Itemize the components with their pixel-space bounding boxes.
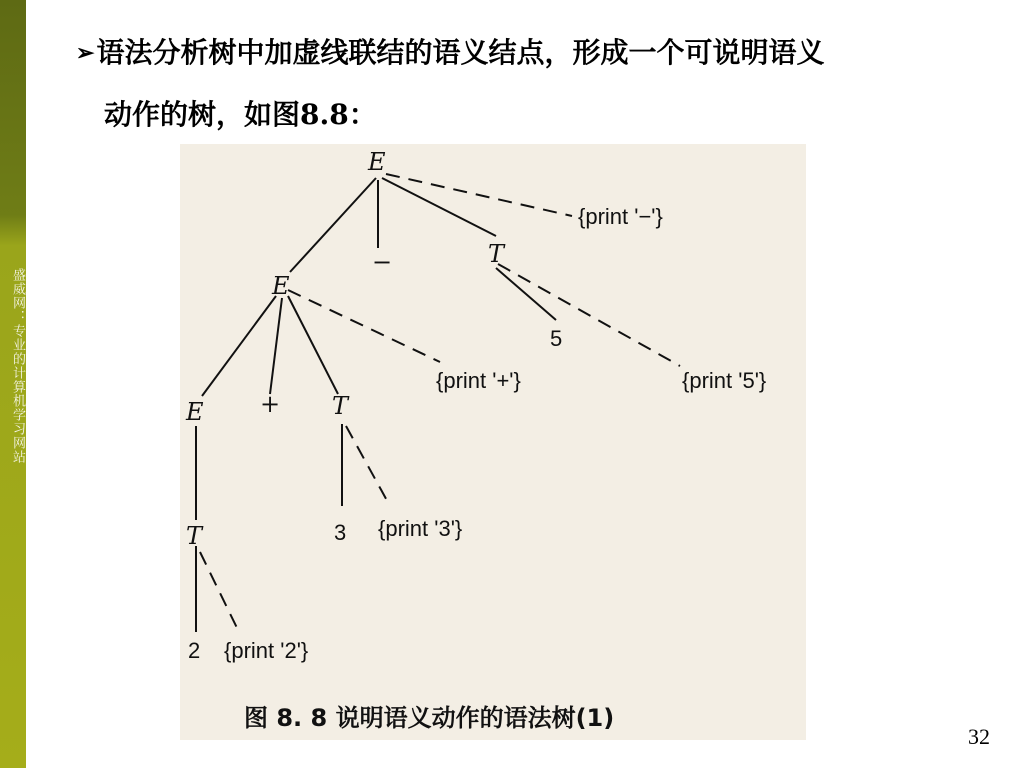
node-print-plus: {print '+'} [436,368,521,393]
bullet-line-1 [76,30,1006,76]
node-plus: + [260,390,281,418]
node-E-root: E [368,148,386,176]
node-5: 5 [550,326,563,351]
figure-caption: 图 8. 8 说明语义动作的语法树(1) [244,704,615,732]
node-T-mid: T [332,392,349,420]
node-T-left: T [186,522,203,550]
node-minus: − [372,248,393,276]
sidebar-text: 盛威网：专业的计算机学习网站 [10,268,25,464]
parse-tree-svg [180,144,806,740]
node-3: 3 [334,520,347,545]
node-print-5: {print '5'} [682,368,767,393]
node-2: 2 [188,638,201,663]
page-number: 32 [968,724,990,749]
node-print-minus: {print '−'} [578,204,663,229]
sidebar [0,0,26,768]
bullet-text-1: 语法分析树中加虚线联结的语义结点，形成一个可说明语义 [96,36,825,69]
node-print-3: {print '3'} [378,516,463,541]
node-E-left: E [186,398,204,426]
parse-tree-figure [180,144,806,740]
node-E-mid: E [272,272,290,300]
node-T-right: T [488,240,505,268]
bullet-arrow-icon: ➢ [76,40,95,66]
node-print-2: {print '2'} [224,638,309,663]
bullet-line-2: 动作的树，如图8.8： [104,98,377,131]
